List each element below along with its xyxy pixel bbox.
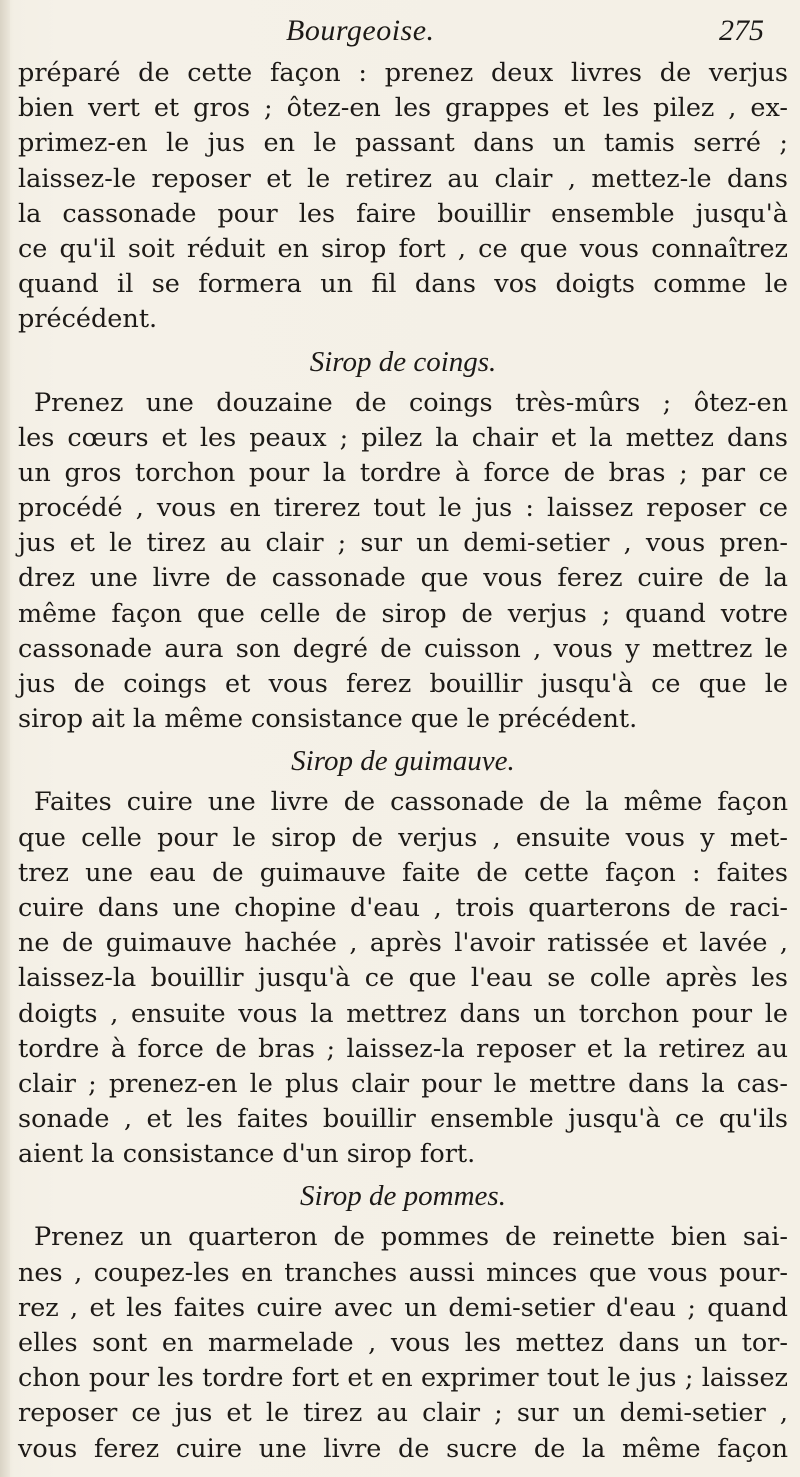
text-line: précédent. (18, 304, 158, 335)
text-line: procédé , vous en tirerez tout le jus : laissez reposer ce (18, 493, 788, 524)
text-line: doigts , ensuite vous la mettrez dans un torchon pour le (18, 998, 788, 1029)
section-heading-coings: Sirop de coings. (309, 345, 497, 378)
text-line: quand il se formera un fil dans vos doigts comme le (18, 269, 788, 300)
text-line: elles sont en marmelade , vous les mettez dans un tor- (18, 1328, 788, 1358)
text-line: sonade , et les faites bouillir ensemble jusqu'à ce qu'ils (18, 1104, 788, 1135)
text-line: ce qu'il soit réduit en sirop fort , ce que vous connaîtrez (18, 233, 788, 264)
page-number: 275 (719, 14, 764, 47)
paragraph-pommes (18, 1220, 788, 1466)
text-line: jus de coings et vous ferez bouillir jusqu'à ce que le (18, 669, 788, 699)
text-line: laissez-le reposer et le retirez au clair , mettez-le dans (18, 163, 788, 194)
section-heading-guimauve: Sirop de guimauve. (291, 745, 515, 778)
text-line: reposer ce jus et le tirez au clair ; sur un demi-setier , (18, 1398, 788, 1429)
paragraph-verjus-end (18, 56, 788, 338)
text-line: sirop ait la même consistance que le précédent. (18, 704, 638, 735)
text-line: clair ; prenez-en le plus clair pour le mettre dans la cas- (18, 1068, 788, 1099)
text-line: un gros torchon pour la tordre à force de bras ; par ce (18, 457, 788, 488)
text-line: bien vert et gros ; ôtez-en les grappes et les pilez , ex- (18, 93, 788, 124)
text-line: nes , coupez-les en tranches aussi minces que vous pour- (18, 1257, 788, 1288)
text-line: aient la consistance d'un sirop fort. (18, 1139, 476, 1170)
running-title: Bourgeoise. (286, 14, 435, 47)
text-line: que celle pour le sirop de verjus , ensuite vous y met- (18, 822, 788, 853)
page-body (18, 56, 788, 1467)
paragraph-guimauve (18, 785, 788, 1172)
text-line: préparé de cette façon : prenez deux livres de verjus (18, 58, 788, 88)
paragraph-coings (18, 386, 788, 738)
text-line: primez-en le jus en le passant dans un tamis serré ; (18, 128, 788, 159)
text-line: rez , et les faites cuire avec un demi-setier d'eau ; quand (18, 1292, 788, 1323)
text-line: cassonade aura son degré de cuisson , vous y mettrez le (18, 633, 788, 664)
text-line: tordre à force de bras ; laissez-la reposer et la retirez au (18, 1033, 788, 1064)
text-line: les cœurs et les peaux ; pilez la chair et la mettez dans (18, 422, 788, 453)
text-line: laissez-la bouillir jusqu'à ce que l'eau se colle après les (18, 963, 788, 994)
text-line: ne de guimauve hachée , après l'avoir ratissée et lavée , (18, 928, 788, 959)
text-line: vous ferez cuire une livre de sucre de la même façon (18, 1433, 788, 1464)
text-line: cuire dans une chopine d'eau , trois quarterons de raci- (18, 892, 788, 923)
page-gutter (0, 0, 10, 1477)
page-header (0, 14, 800, 54)
text-line: drez une livre de cassonade que vous ferez cuire de la (18, 563, 788, 594)
text-line: jus et le tirez au clair ; sur un demi-setier , vous pren- (18, 528, 788, 559)
text-line: même façon que celle de sirop de verjus ; quand votre (18, 598, 788, 629)
text-line: chon pour les tordre fort et en exprimer tout le jus ; laissez (18, 1363, 788, 1394)
text-line: la cassonade pour les faire bouillir ensemble jusqu'à (18, 198, 788, 229)
text-line: Prenez une douzaine de coings très-mûrs ; ôtez-en (34, 387, 788, 418)
text-line: Faites cuire une livre de cassonade de la même façon (34, 787, 788, 818)
section-heading-pommes: Sirop de pommes. (300, 1180, 506, 1213)
text-line: trez une eau de guimauve faite de cette façon : faites (18, 857, 788, 888)
text-line: Prenez un quarteron de pommes de reinette bien sai- (34, 1222, 788, 1253)
